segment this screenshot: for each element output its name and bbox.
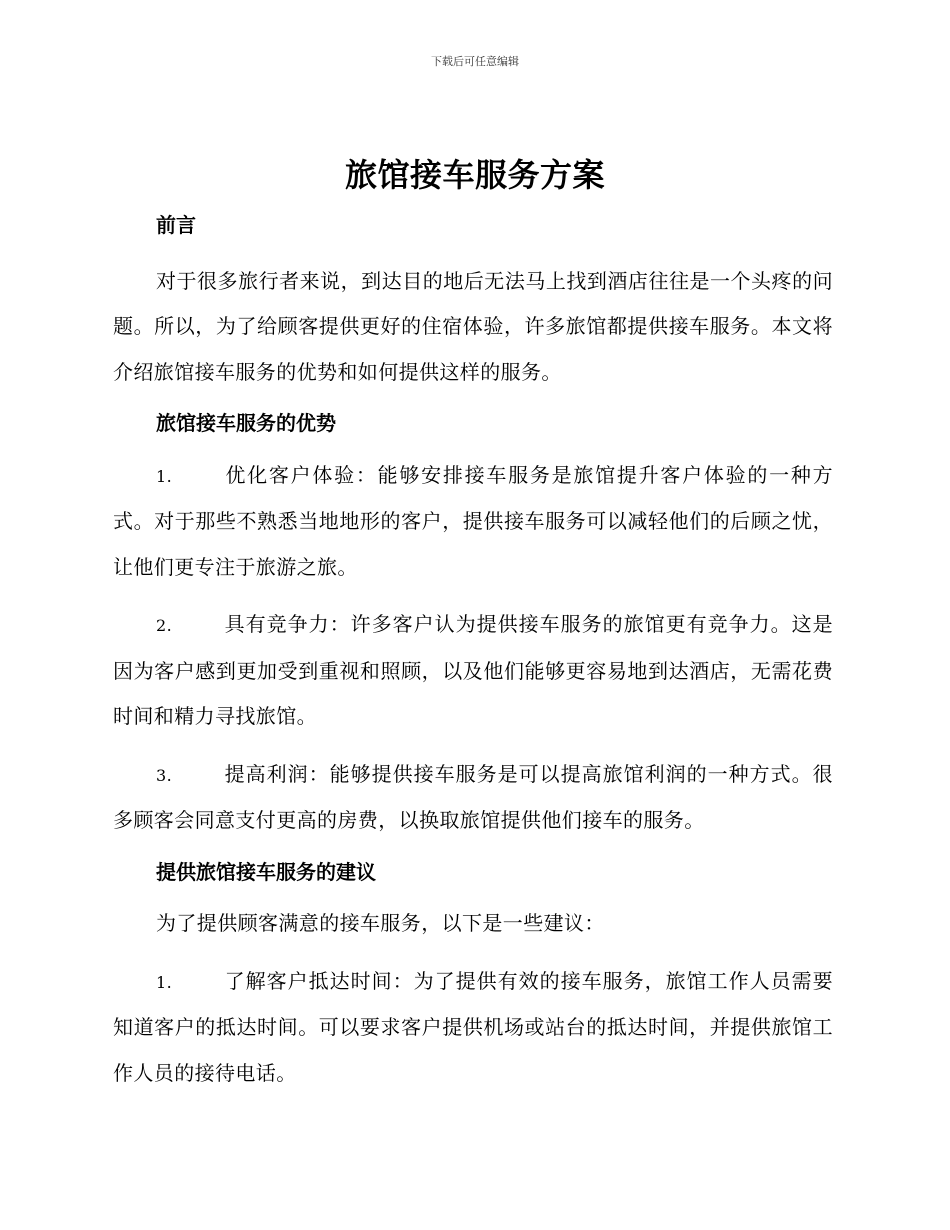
document-title: 旅馆接车服务方案: [344, 156, 605, 194]
list-number: 3.: [156, 765, 173, 785]
list-number: 1.: [156, 466, 173, 486]
suggestion-text: 了解客户抵达时间：为了提供有效的接车服务，旅馆工作人员需要知道客户的抵达时间。可以要求客户提供机场或站台的抵达时间，并提供旅馆工作人员的接待电话。: [113, 968, 833, 1085]
advantage-item: [113, 602, 833, 740]
document-body: [113, 203, 833, 1096]
preface-heading: 前言: [156, 213, 196, 237]
advantages-heading: 旅馆接车服务的优势: [156, 411, 336, 435]
header-note: 下载后可任意编辑: [431, 55, 519, 68]
list-number: 2.: [156, 616, 173, 635]
list-number: 1.: [156, 972, 173, 992]
preface-paragraph: 对于很多旅行者来说，到达目的地后无法马上找到酒店往往是一个头疼的问题。所以，为了给顾客提供更好的住宿体验，许多旅馆都提供接车服务。本文将介绍旅馆接车服务的优势和如何提供这样的服务。: [113, 268, 833, 384]
advantage-item: [113, 752, 833, 844]
advantage-text: 具有竞争力：许多客户认为提供接车服务的旅馆更有竞争力。这是因为客户感到更加受到重视和照顾，以及他们能够更容易地到达酒店，无需花费时间和精力寻找旅馆。: [113, 612, 833, 728]
advantage-item: [113, 453, 833, 591]
suggestions-heading: 提供旅馆接车服务的建议: [156, 859, 376, 884]
suggestions-intro: 为了提供顾客满意的接车服务，以下是一些建议：: [156, 911, 605, 935]
advantage-text: 优化客户体验：能够安排接车服务是旅馆提升客户体验的一种方式。对于那些不熟悉当地地形的客户，提供接车服务可以减轻他们的后顾之忧，让他们更专注于旅游之旅。: [113, 462, 833, 579]
advantage-text: 提高利润：能够提供接车服务是可以提高旅馆利润的一种方式。很多顾客会同意支付更高的房费，以换取旅馆提供他们接车的服务。: [113, 761, 833, 832]
suggestion-item: [113, 959, 833, 1097]
